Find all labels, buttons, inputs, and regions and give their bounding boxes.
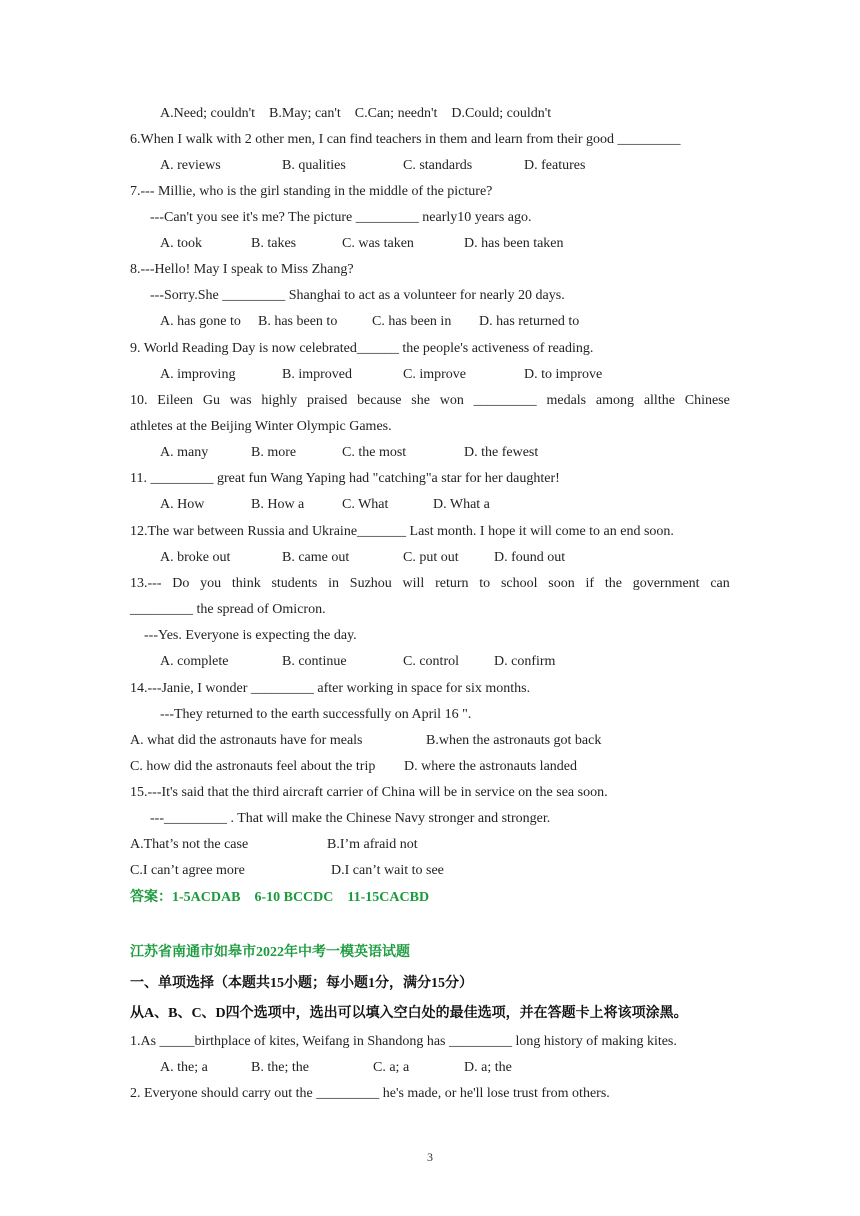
q10-word: because [357,393,402,408]
new-question-2: 2. Everyone should carry out the _________ he's made, or he'll lose trust from others. [130,1086,610,1101]
q7-option-d: D. has been taken [464,236,564,251]
q8-option-b: B. has been to [258,314,338,329]
q10-word: praised [306,393,348,408]
q10-option-b: B. more [251,445,297,460]
q10-word: Eileen [157,393,194,408]
q13-word: you [200,576,222,591]
exam-title: 江苏省南通市如皋市2022年中考一模英语试题 [130,945,410,960]
q13-word: the [604,576,622,591]
q13-word: students [271,576,318,591]
q8-reply: ---Sorry.She _________ Shanghai to act as a volunteer for nearly 20 days. [150,288,565,303]
q10-option-c: C. the most [342,445,407,460]
q10-word: _________ [473,393,537,408]
q10-word: was [229,393,252,408]
q6-option-a: A. reviews [160,158,221,173]
q10-word: allthe [643,393,675,408]
q10-option-d: D. the fewest [464,445,539,460]
q13-word: Do [172,576,190,591]
q13-word: soon [548,576,575,591]
q14-reply: ---They returned to the earth successfully on April 16 ". [160,707,472,722]
question-11: 11. _________ great fun Wang Yaping had "catching"a star for her daughter! [130,471,560,486]
n1-option-c: C. a; a [373,1060,410,1075]
q15-option-d: D.I can’t wait to see [331,863,444,878]
q10-word: highly [261,393,298,408]
q6-option-b: B. qualities [282,158,346,173]
q13-option-c: C. control [403,654,459,669]
q10-option-a: A. many [160,445,209,460]
q15-option-a: A.That’s not the case [130,837,249,852]
section-instruction: 从A、B、C、D四个选项中，选出可以填入空白处的最佳选项，并在答题卡上将该项涂黑。 [130,1006,688,1021]
q13-word: in [328,576,340,591]
section-heading: 一、单项选择（本题共15小题；每小题1分，满分15分） [130,976,473,991]
question-10-line-2: athletes at the Beijing Winter Olympic Games. [130,419,392,434]
q13-word: to [479,576,491,591]
q12-option-c: C. put out [403,550,459,565]
q8-option-d: D. has returned to [479,314,580,329]
q14-option-d: D. where the astronauts landed [404,759,577,774]
n1-option-b: B. the; the [251,1060,309,1075]
q7-option-a: A. took [160,236,202,251]
q13-option-d: D. confirm [494,654,556,669]
question-15: 15.---It's said that the third aircraft carrier of China will be in service on the sea soon. [130,785,608,800]
q13-word: 13.--- [130,576,162,591]
q11-option-b: B. How a [251,497,305,512]
q6-option-c: C. standards [403,158,473,173]
q14-option-a: A. what did the astronauts have for meals [130,733,363,748]
q15-option-b: B.I’m afraid not [327,837,418,852]
q10-word: Gu [202,393,220,408]
q13-word: will [402,576,425,591]
q13-option-b: B. continue [282,654,347,669]
n1-option-d: D. a; the [464,1060,512,1075]
n1-option-a: A. the; a [160,1060,208,1075]
question-6: 6.When I walk with 2 other men, I can find teachers in them and learn from their good _________ [130,132,681,147]
q14-option-c: C. how did the astronauts feel about the trip [130,759,376,774]
page-number: 3 [427,1150,433,1164]
q9-option-c: C. improve [403,367,466,382]
q12-option-a: A. broke out [160,550,231,565]
question-13-line-1 [130,575,730,593]
question-9: 9. World Reading Day is now celebrated______ the people's activeness of reading. [130,341,594,356]
q9-option-d: D. to improve [524,367,603,382]
q12-option-b: B. came out [282,550,350,565]
q7-reply: ---Can't you see it's me? The picture _________ nearly10 years ago. [150,210,532,225]
q11-option-c: C. What [342,497,389,512]
q6-option-d: D. features [524,158,586,173]
q7-option-c: C. was taken [342,236,414,251]
q10-word: 10. [130,393,148,408]
q13-word: Suzhou [349,576,392,591]
q9-option-b: B. improved [282,367,352,382]
q10-word: Chinese [684,393,730,408]
question-14: 14.---Janie, I wonder _________ after working in space for six months. [130,681,531,696]
q10-word: she [411,393,430,408]
q13-word: think [231,576,261,591]
q5-options: A.Need; couldn't B.May; can't C.Can; needn't D.Could; couldn't [160,106,552,121]
q13-word: can [710,576,730,591]
new-question-1: 1.As _____birthplace of kites, Weifang in Shandong has _________ long history of making kites. [130,1034,677,1049]
q12-option-d: D. found out [494,550,566,565]
q13-option-a: A. complete [160,654,229,669]
q15-option-c: C.I can’t agree more [130,863,245,878]
q9-option-a: A. improving [160,367,236,382]
question-12: 12.The war between Russia and Ukraine_______ Last month. I hope it will come to an end soon. [130,524,674,539]
q8-option-c: C. has been in [372,314,452,329]
q13-word: school [500,576,538,591]
question-7: 7.--- Millie, who is the girl standing in the middle of the picture? [130,184,493,199]
q15-reply: ---_________ . That will make the Chinese Navy stronger and stronger. [150,811,551,826]
q13-word: government [632,576,700,591]
q13-reply: ---Yes. Everyone is expecting the day. [144,628,357,643]
answer-key: 答案：1-5ACDAB 6-10 BCCDC 11-15CACBD [130,890,430,905]
question-10-line-1 [130,392,730,410]
question-8: 8.---Hello! May I speak to Miss Zhang? [130,262,354,277]
q8-option-a: A. has gone to [160,314,241,329]
q10-word: medals [546,393,587,408]
q11-option-d: D. What a [433,497,490,512]
q7-option-b: B. takes [251,236,297,251]
q10-word: won [439,393,464,408]
q13-word: if [585,576,595,591]
q13-word: return [435,576,469,591]
q14-option-b: B.when the astronauts got back [426,733,602,748]
q10-word: among [595,393,635,408]
question-13-line-2: _________ the spread of Omicron. [130,602,326,617]
q11-option-a: A. How [160,497,205,512]
